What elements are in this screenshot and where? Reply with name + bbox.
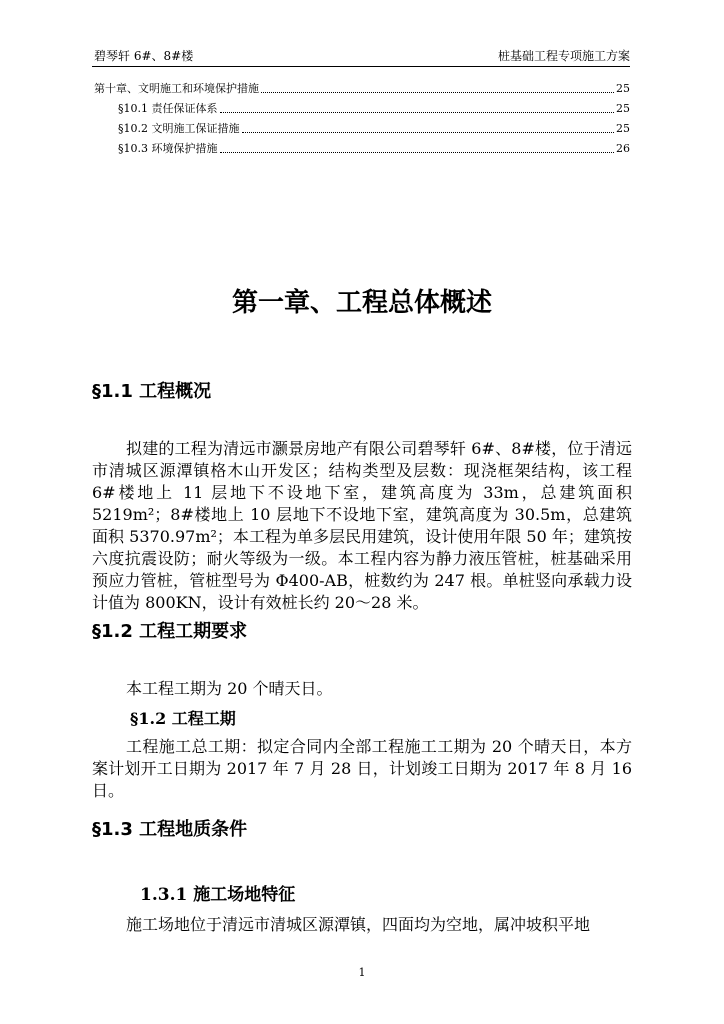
toc-entry-page: 25 bbox=[616, 82, 630, 95]
subsection-1-2-paragraph: 工程施工总工期：拟定合同内全部工程施工工期为 20 个晴天日，本方案计划开工日期为 2017 年 7 月 28 日，计划竣工日期为 2017 年 8 月 16 日。 bbox=[92, 737, 632, 800]
toc-leader-dots bbox=[220, 112, 615, 113]
section-heading-1-3: §1.3 工程地质条件 bbox=[92, 819, 248, 840]
page-header bbox=[92, 48, 630, 67]
section-heading-1-2: §1.2 工程工期要求 bbox=[92, 621, 248, 642]
toc-entry-page: 25 bbox=[616, 102, 630, 115]
toc-entry-title: §10.2 文明施工保证措施 bbox=[118, 122, 240, 135]
toc-entry-10-2[interactable] bbox=[94, 116, 630, 136]
subsection-1-3-1-paragraph: 施工场地位于清远市清城区源潭镇，四面均为空地，属冲坡积平地 bbox=[126, 915, 591, 934]
toc-entry-page: 26 bbox=[616, 142, 630, 155]
toc-entry-chapter-10[interactable] bbox=[94, 76, 630, 96]
toc-entry-10-1[interactable] bbox=[94, 96, 630, 116]
section-1-2-paragraph: 本工程工期为 20 个晴天日。 bbox=[126, 679, 333, 698]
chapter-title: 第一章、工程总体概述 bbox=[231, 288, 492, 318]
subheading-1-2: §1.2 工程工期 bbox=[130, 709, 236, 728]
header-project-name: 碧琴轩 6#、8#楼 bbox=[94, 49, 194, 63]
subheading-1-3-1: 1.3.1 施工场地特征 bbox=[140, 885, 296, 905]
toc-leader-dots bbox=[220, 152, 615, 153]
section-heading-1-1: §1.1 工程概况 bbox=[92, 381, 212, 402]
section-1-1-paragraph: 拟建的工程为清远市灏景房地产有限公司碧琴轩 6#、8#楼，位于清远市清城区源潭镇格木山开发区；结构类型及层数：现浇框架结构，该工程 6#楼地上 11 层地下不设地下室，建筑高度为 33m，总建筑面积 5219m²；8#楼地上 10 层地下不设地下室，建筑高度为 30.5m，总建筑面积 5370.97m²；本工程为单多层民用建筑，设计使用年限 50 年；建筑按六度抗震设防；耐火等级为一级。本工程内容为静力液压管桩，桩基础采用预应力管桩，管桩型号为 Φ400-AB，桩数约为 247 根。单桩竖向承载力设计值为 800KN，设计有效桩长约 20～28 米。 bbox=[92, 439, 632, 612]
toc-entry-title: 第十章、文明施工和环境保护措施 bbox=[94, 82, 259, 95]
toc-entry-10-3[interactable] bbox=[94, 136, 630, 156]
toc-leader-dots bbox=[242, 132, 615, 133]
header-document-title: 桩基础工程专项施工方案 bbox=[497, 49, 630, 63]
toc-entry-title: §10.1 责任保证体系 bbox=[118, 102, 218, 115]
table-of-contents bbox=[94, 76, 630, 156]
toc-entry-page: 25 bbox=[616, 122, 630, 135]
page-number: 1 bbox=[358, 966, 366, 979]
toc-leader-dots bbox=[261, 92, 614, 93]
toc-entry-title: §10.3 环境保护措施 bbox=[118, 142, 218, 155]
